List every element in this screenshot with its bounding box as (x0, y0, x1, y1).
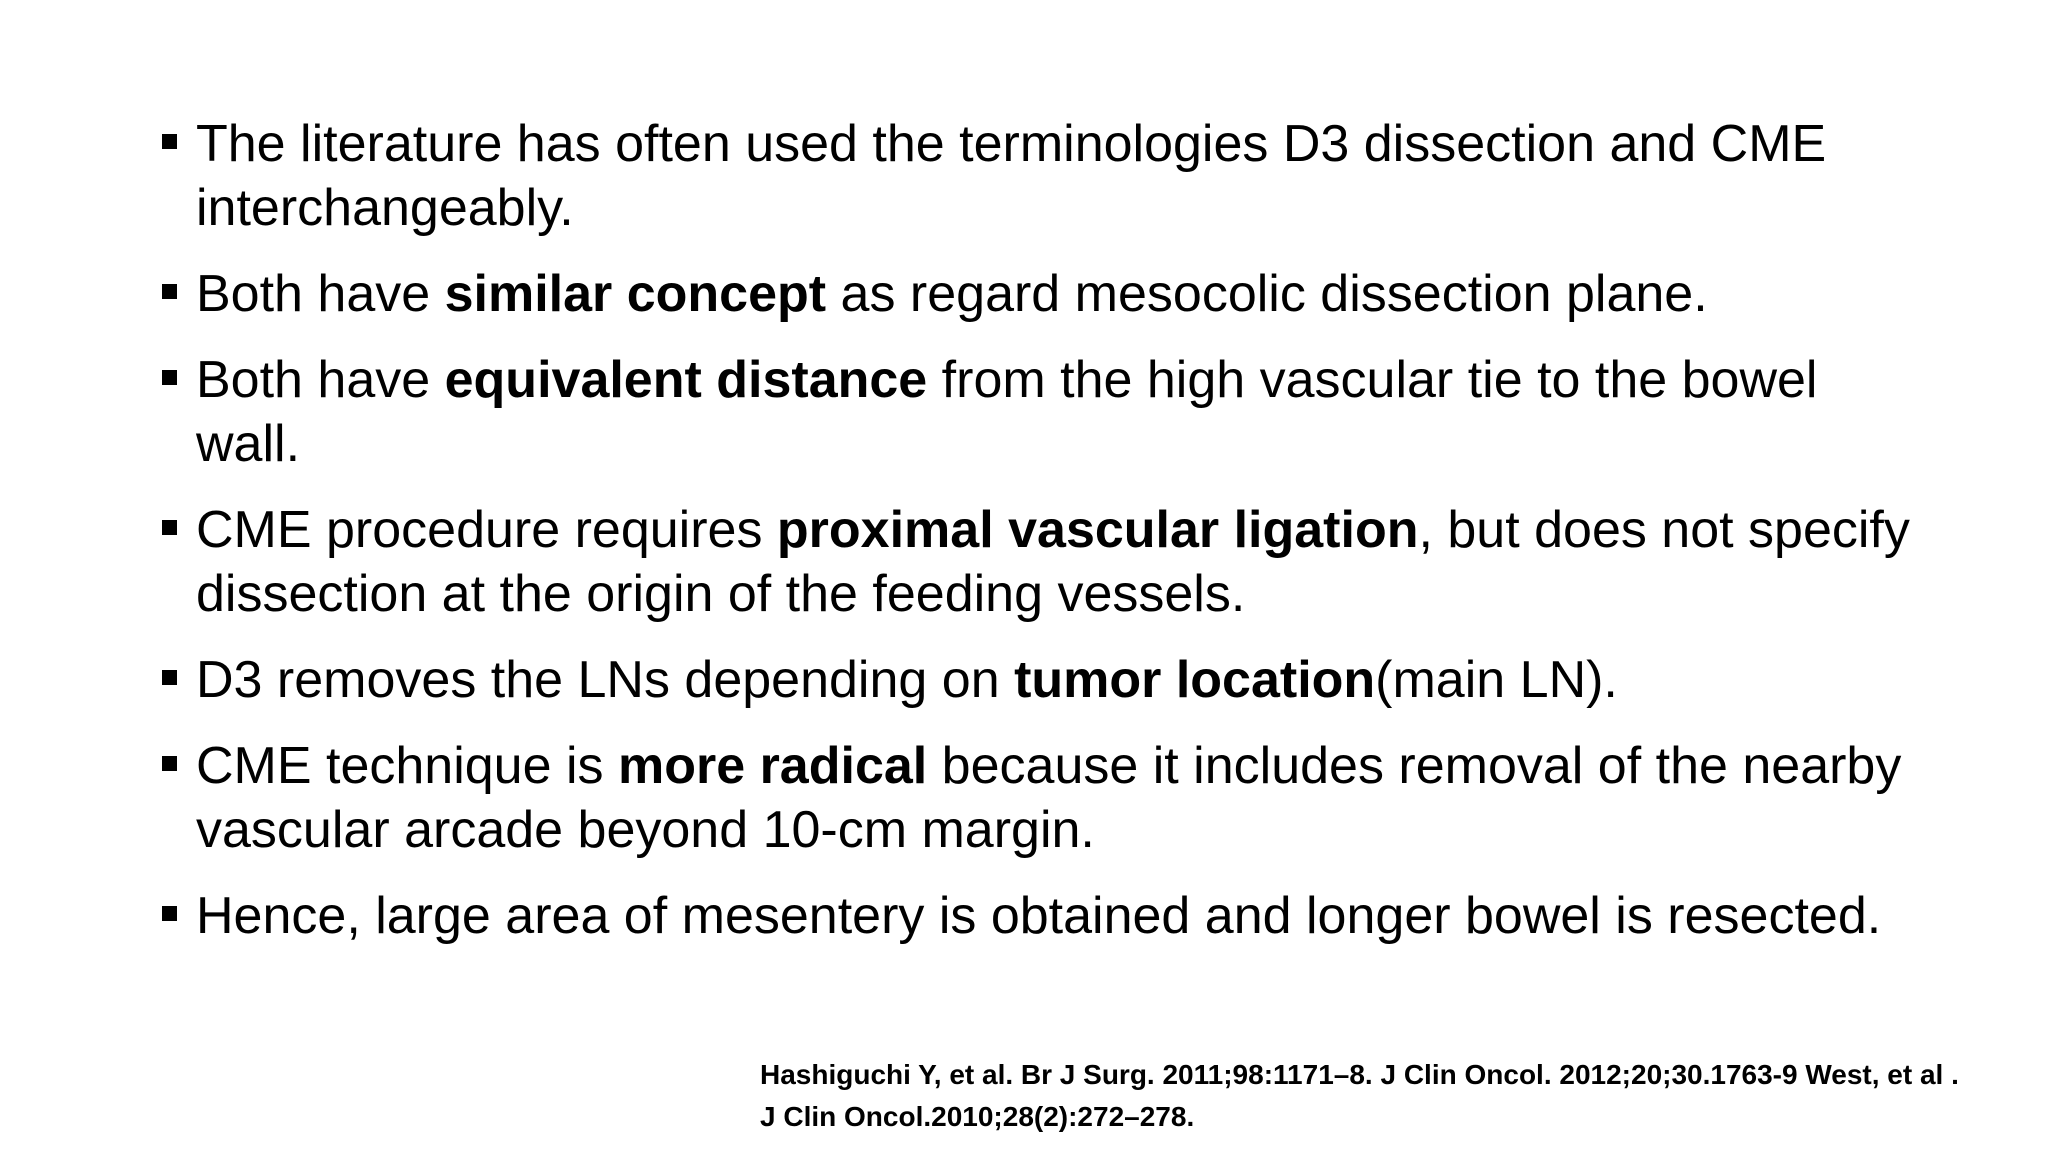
bullet-emphasis: proximal vascular ligation (776, 501, 1419, 559)
square-bullet-icon (162, 756, 177, 771)
bullet-text (196, 887, 1881, 945)
bullet-item (160, 884, 1920, 948)
bullet-text-segment: CME procedure requires (196, 501, 777, 559)
bullet-emphasis: more radical (617, 737, 928, 795)
bullet-text-segment: CME technique is (196, 737, 618, 795)
bullet-item (160, 498, 1920, 626)
square-bullet-icon (162, 284, 177, 299)
bullet-text-segment: as regard mesocolic dissection plane. (826, 265, 1708, 323)
reference-citation (760, 1054, 2040, 1138)
square-bullet-icon (162, 670, 177, 685)
bullet-item (160, 648, 1920, 712)
citation-line: Hashiguchi Y, et al. Br J Surg. 2011;98:1171–8. J Clin Oncol. 2012;20;30.1763-9 West, et al . (760, 1059, 1959, 1090)
bullet-emphasis: tumor location (1014, 651, 1376, 709)
bullet-text (196, 737, 1901, 859)
bullet-list (160, 112, 1920, 970)
bullet-text-segment: (main LN). (1375, 651, 1618, 709)
bullet-text-segment: because it includes removal of the nearby vascular arcade beyond 10-cm margin. (196, 737, 1902, 859)
bullet-text (196, 351, 1817, 473)
bullet-emphasis: similar concept (444, 265, 827, 323)
bullet-item (160, 734, 1920, 862)
square-bullet-icon (162, 370, 177, 385)
bullet-text (196, 651, 1618, 709)
bullet-item (160, 112, 1920, 240)
bullet-text-segment: Hence, large area of mesentery is obtained and longer bowel is resected. (196, 887, 1882, 945)
bullet-emphasis: equivalent distance (444, 351, 928, 409)
bullet-text (196, 265, 1708, 323)
bullet-text (196, 501, 1910, 623)
bullet-text-segment: D3 removes the LNs depending on (196, 651, 1015, 709)
citation-line: J Clin Oncol.2010;28(2):272–278. (760, 1101, 1195, 1132)
bullet-item (160, 262, 1920, 326)
bullet-text-segment: Both have (196, 351, 445, 409)
bullet-text-segment: from the high vascular tie to the bowel wall. (196, 351, 1818, 473)
bullet-text-segment: The literature has often used the terminologies D3 dissection and CME interchangeably. (196, 115, 1827, 237)
square-bullet-icon (162, 134, 177, 149)
square-bullet-icon (162, 520, 177, 535)
square-bullet-icon (162, 906, 177, 921)
bullet-text-segment: Both have (196, 265, 445, 323)
bullet-item (160, 348, 1920, 476)
bullet-text (196, 115, 1826, 237)
bullet-text-segment: , but does not specify dissection at the origin of the feeding vessels. (196, 501, 1910, 623)
